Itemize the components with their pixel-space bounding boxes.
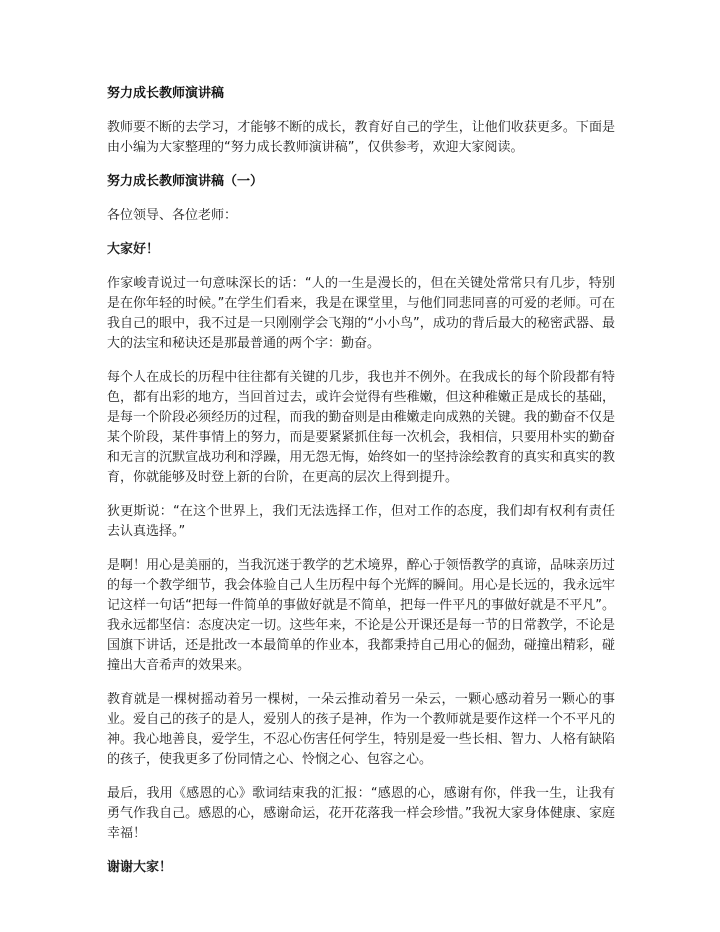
greeting: 大家好！	[107, 242, 160, 257]
document-title: 努力成长教师演讲稿	[107, 86, 225, 101]
body-paragraph-4: 是啊！用心是美丽的，当我沉迷于教学的艺术境界，醉心于领悟教学的真谛，品味亲历过的每一个教学细节，我会体验自己人生历程中每个光辉的瞬间。用心是长远的，我永远牢记这样一句话“把每一件简单的事做好就是不简单，把每一件平凡的事做好就是不平凡”。我永远都坚信：态度决定一切。这些年来，不论是公开课还是每一节的日常教学，不论是国旗下讲话，还是批改一本最简单的作业本，我都秉持自己用心的倔劲，碰撞出精彩，碰撞出大音希声的效果来。	[107, 558, 615, 673]
body-paragraph-3: 狄更斯说：“在这个世界上，我们无法选择工作，但对工作的态度，我们却有权利有责任去认真选择。”	[107, 504, 615, 539]
closing-line: 谢谢大家！	[107, 860, 173, 875]
body-paragraph-5: 教育就是一棵树摇动着另一棵树，一朵云推动着另一朵云，一颗心感动着另一颗心的事业。爱自己的孩子的是人，爱别人的孩子是神，作为一个教师就是要作这样一个不平凡的神。我心地善良，爱学生，不忍心伤害任何学生，特别是爱一些长相、智力、人格有缺陷的孩子，使我更多了份同情之心、怜悯之心、包容之心。	[107, 692, 615, 767]
document-page	[107, 84, 615, 878]
intro-paragraph: 教师要不断的去学习，才能够不断的成长，教育好自己的学生，让他们收获更多。下面是由小编为大家整理的“努力成长教师演讲稿”，仅供参考，欢迎大家阅读。	[107, 120, 615, 155]
body-paragraph-6: 最后，我用《感恩的心》歌词结束我的汇报：“感恩的心，感谢有你，伴我一生，让我有勇气作我自己。感恩的心，感谢命运，花开花落我一样会珍惜。”我祝大家身体健康、家庭幸福！	[107, 786, 615, 841]
body-paragraph-2: 每个人在成长的历程中往往都有关键的几步，我也并不例外。在我成长的每个阶段都有特色，都有出彩的地方，当回首过去，或许会觉得有些稚嫩，但这种稚嫩正是成长的基础，是每一个阶段必须经历的过程，而我的勤奋则是由稚嫩走向成熟的关键。我的勤奋不仅是某个阶段，某件事情上的努力，而是要紧紧抓住每一次机会，我相信，只要用朴实的勤奋和无言的沉默宣战功利和浮躁，用无怨无悔，始终如一的坚持涂绘教育的真实和真实的教育，你就能够及时登上新的台阶，在更高的层次上得到提升。	[107, 370, 615, 485]
body-paragraph-1: 作家峻青说过一句意味深长的话：“人的一生是漫长的，但在关键处常常只有几步，特别是在你年轻的时候。”在学生们看来，我是在课堂里，与他们同悲同喜的可爱的老师。可在我自己的眼中，我不过是一只刚刚学会飞翔的“小小鸟”，成功的背后最大的秘密武器、最大的法宝和秘诀还是那最普通的两个字：勤奋。	[107, 276, 615, 351]
section-title: 努力成长教师演讲稿（一）	[107, 174, 264, 189]
salutation: 各位领导、各位老师：	[107, 208, 238, 223]
